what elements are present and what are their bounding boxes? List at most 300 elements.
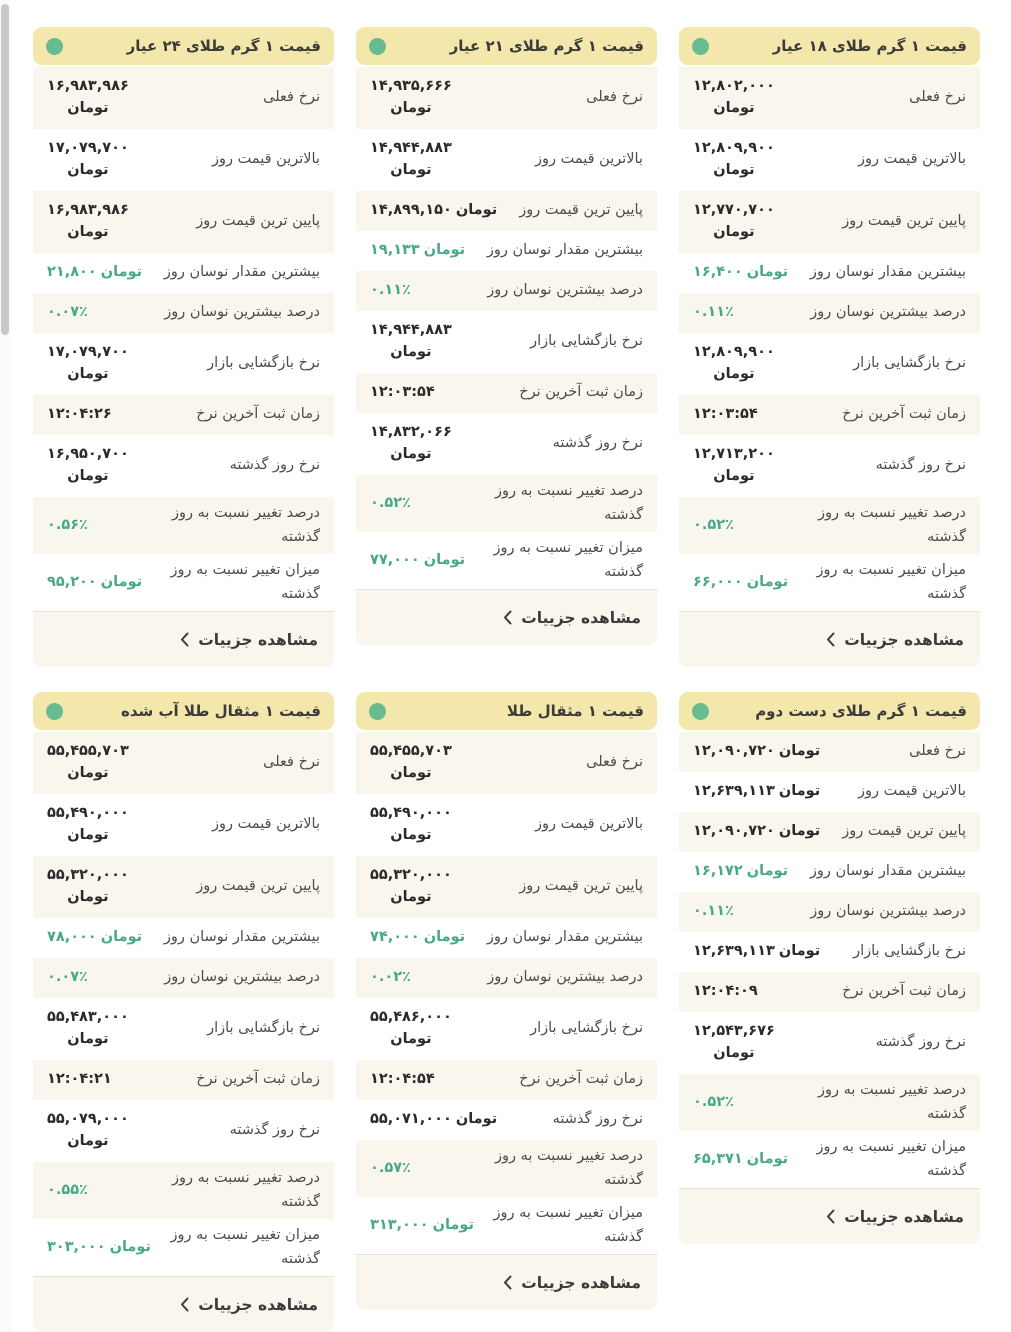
row-label: پایین ترین قیمت روز bbox=[842, 823, 966, 840]
row-value bbox=[693, 821, 820, 843]
row-value bbox=[370, 138, 452, 182]
row-label: زمان ثبت آخرین نرخ bbox=[519, 384, 643, 401]
row-value-unit: تومان bbox=[423, 929, 466, 946]
price-row bbox=[33, 1060, 334, 1100]
row-value bbox=[693, 200, 775, 244]
row-label: نرخ روز گذشته bbox=[875, 457, 966, 474]
row-value-number: ۲۱,۸۰۰ bbox=[47, 264, 97, 281]
row-value bbox=[47, 1007, 129, 1051]
row-value-number: ۱۲,۵۴۳,۶۷۶ bbox=[693, 1023, 775, 1040]
row-value-unit: تومان bbox=[67, 827, 109, 843]
row-value-number: ۵۵,۴۹۰,۰۰۰ bbox=[370, 805, 452, 822]
row-value bbox=[47, 1109, 129, 1153]
row-value bbox=[693, 1021, 775, 1065]
price-row bbox=[33, 958, 334, 998]
row-value-number: ۰.۵۲٪ bbox=[693, 1093, 734, 1110]
row-value-unit: تومان bbox=[713, 100, 755, 116]
row-value-unit: تومان bbox=[100, 573, 143, 590]
chevron-left-icon bbox=[826, 632, 835, 647]
row-label: میزان تغییر نسبت به روز گذشته bbox=[170, 1227, 320, 1267]
row-label: نرخ بازگشایی بازار bbox=[207, 1020, 320, 1037]
price-row bbox=[679, 554, 980, 611]
row-value-unit: تومان bbox=[390, 344, 432, 360]
live-status-dot-icon bbox=[692, 38, 709, 55]
row-value-number: ۶۵,۳۷۱ bbox=[693, 1150, 743, 1167]
price-row bbox=[356, 532, 657, 589]
row-value bbox=[47, 803, 129, 847]
price-row bbox=[33, 395, 334, 435]
row-value bbox=[370, 76, 452, 120]
view-details-link[interactable] bbox=[679, 1188, 980, 1244]
row-value-number: ۵۵,۳۲۰,۰۰۰ bbox=[47, 867, 129, 884]
row-value-number: ۱۲,۷۱۳,۲۰۰ bbox=[693, 446, 775, 463]
row-value-unit: تومان bbox=[67, 468, 109, 484]
row-value bbox=[693, 76, 775, 120]
row-value bbox=[47, 138, 129, 182]
live-status-dot-icon bbox=[46, 703, 63, 720]
chevron-left-icon bbox=[503, 610, 512, 625]
row-label: درصد تغییر نسبت به روز گذشته bbox=[494, 483, 643, 523]
row-value-unit: تومان bbox=[713, 224, 755, 240]
row-value bbox=[693, 444, 775, 488]
price-card bbox=[33, 692, 334, 1332]
row-value bbox=[47, 1180, 92, 1202]
row-value-number: ۰.۱۱٪ bbox=[693, 304, 734, 321]
card-title: قیمت ۱ گرم طلای دست دوم bbox=[755, 702, 967, 720]
price-row bbox=[356, 1140, 657, 1197]
row-value bbox=[693, 741, 820, 763]
row-label: میزان تغییر نسبت به روز گذشته bbox=[493, 540, 643, 580]
row-value bbox=[370, 200, 497, 222]
price-row bbox=[356, 794, 657, 856]
price-row bbox=[33, 998, 334, 1060]
row-value-unit: تومان bbox=[713, 1045, 755, 1061]
price-row bbox=[356, 67, 657, 129]
row-value-number: ۱۲,۷۷۰,۷۰۰ bbox=[693, 202, 775, 219]
row-value-number: ۰.۰۲٪ bbox=[370, 969, 411, 986]
row-value-number: ۱۶,۹۸۳,۹۸۶ bbox=[47, 78, 129, 95]
row-value bbox=[693, 861, 788, 883]
row-value bbox=[693, 901, 738, 923]
row-value bbox=[370, 1109, 497, 1131]
price-row bbox=[679, 1012, 980, 1074]
row-value-unit: تومان bbox=[100, 929, 143, 946]
row-label: درصد تغییر نسبت به روز گذشته bbox=[817, 1082, 966, 1122]
row-value bbox=[693, 262, 788, 284]
row-label: نرخ فعلی bbox=[586, 89, 643, 106]
row-value-number: ۹۵,۲۰۰ bbox=[47, 573, 97, 590]
row-value-number: ۱۲,۸۰۲,۰۰۰ bbox=[693, 78, 775, 95]
row-label: درصد بیشترین نوسان روز bbox=[164, 969, 320, 986]
price-row bbox=[33, 554, 334, 611]
row-value-unit: تومان bbox=[713, 162, 755, 178]
price-row bbox=[33, 1219, 334, 1276]
row-label: نرخ فعلی bbox=[263, 89, 320, 106]
row-value-unit: تومان bbox=[100, 264, 143, 281]
view-details-link[interactable] bbox=[356, 589, 657, 645]
row-label: نرخ روز گذشته bbox=[229, 1122, 320, 1139]
price-row bbox=[356, 191, 657, 231]
row-value-unit: تومان bbox=[778, 943, 821, 960]
price-row bbox=[33, 129, 334, 191]
row-value bbox=[47, 741, 129, 785]
card-title: قیمت ۱ گرم طلای ۲۱ عیار bbox=[449, 37, 644, 55]
price-card bbox=[356, 692, 657, 1332]
row-value-number: ۱۶,۹۵۰,۷۰۰ bbox=[47, 446, 129, 463]
live-status-dot-icon bbox=[369, 38, 386, 55]
row-label: نرخ روز گذشته bbox=[552, 1111, 643, 1128]
row-value-number: ۱۲:۰۴:۲۶ bbox=[47, 406, 112, 423]
row-value-number: ۳۱۳,۰۰۰ bbox=[370, 1216, 429, 1233]
price-row bbox=[356, 1060, 657, 1100]
row-value-number: ۱۴,۹۴۴,۸۸۳ bbox=[370, 322, 452, 339]
row-value-unit: تومان bbox=[455, 1111, 498, 1128]
view-details-link[interactable] bbox=[356, 1254, 657, 1310]
row-label: بیشترین مقدار نوسان روز bbox=[809, 863, 966, 880]
row-label: درصد تغییر نسبت به روز گذشته bbox=[171, 505, 320, 545]
card-title: قیمت ۱ مثقال طلا آب شده bbox=[120, 702, 321, 720]
row-value bbox=[47, 865, 129, 909]
row-value-number: ۰.۰۷٪ bbox=[47, 304, 88, 321]
price-row bbox=[33, 1162, 334, 1219]
row-value bbox=[47, 1237, 151, 1259]
row-value bbox=[370, 493, 415, 515]
row-value-unit: تومان bbox=[746, 863, 789, 880]
row-value-unit: تومان bbox=[390, 1031, 432, 1047]
row-value-number: ۱۲:۰۴:۵۴ bbox=[370, 1071, 435, 1088]
row-value-number: ۰.۵۵٪ bbox=[47, 1181, 88, 1198]
row-value-unit: تومان bbox=[67, 366, 109, 382]
row-value bbox=[47, 444, 129, 488]
view-details-link[interactable] bbox=[33, 1276, 334, 1332]
price-row bbox=[679, 497, 980, 554]
row-value-unit: تومان bbox=[746, 573, 789, 590]
row-value-unit: تومان bbox=[713, 366, 755, 382]
row-value-number: ۷۸,۰۰۰ bbox=[47, 929, 97, 946]
row-value-unit: تومان bbox=[109, 1238, 151, 1255]
row-value bbox=[693, 302, 738, 324]
row-value bbox=[693, 515, 738, 537]
view-details-link[interactable] bbox=[33, 611, 334, 667]
row-value-number: ۰.۵۶٪ bbox=[47, 516, 88, 533]
row-label: پایین ترین قیمت روز bbox=[519, 202, 643, 219]
price-row bbox=[33, 1100, 334, 1162]
price-row bbox=[33, 918, 334, 958]
row-label: درصد بیشترین نوسان روز bbox=[164, 304, 320, 321]
row-label: بالاترین قیمت روز bbox=[858, 783, 966, 800]
row-value-number: ۱۷,۰۷۹,۷۰۰ bbox=[47, 140, 129, 157]
view-details-link[interactable] bbox=[679, 611, 980, 667]
row-value-unit: تومان bbox=[746, 264, 789, 281]
row-value bbox=[370, 280, 415, 302]
live-status-dot-icon bbox=[369, 703, 386, 720]
row-value bbox=[693, 981, 762, 1003]
row-label: نرخ بازگشایی بازار bbox=[853, 943, 966, 960]
view-details-label: مشاهده جزییات bbox=[198, 1295, 318, 1314]
row-value-unit: تومان bbox=[390, 827, 432, 843]
row-value-number: ۵۵,۳۲۰,۰۰۰ bbox=[370, 867, 452, 884]
row-value-unit: تومان bbox=[390, 100, 432, 116]
row-value-number: ۱۲,۶۳۹,۱۱۳ bbox=[693, 943, 775, 960]
view-details-label: مشاهده جزییات bbox=[844, 1207, 964, 1226]
row-value bbox=[693, 781, 820, 803]
row-value-number: ۵۵,۴۵۵,۷۰۳ bbox=[370, 743, 452, 760]
row-label: نرخ فعلی bbox=[909, 89, 966, 106]
card-rows bbox=[356, 67, 657, 589]
price-row bbox=[33, 293, 334, 333]
row-value-number: ۱۹,۱۳۳ bbox=[370, 242, 420, 259]
scrollbar-thumb[interactable] bbox=[1, 4, 9, 335]
price-row bbox=[679, 253, 980, 293]
row-value bbox=[47, 302, 92, 324]
row-value-unit: تومان bbox=[67, 765, 109, 781]
row-value bbox=[693, 572, 788, 594]
row-label: نرخ روز گذشته bbox=[552, 435, 643, 452]
card-rows bbox=[33, 67, 334, 611]
row-value bbox=[370, 1069, 439, 1091]
price-card bbox=[33, 27, 334, 667]
row-label: میزان تغییر نسبت به روز گذشته bbox=[816, 1139, 966, 1179]
row-label: زمان ثبت آخرین نرخ bbox=[842, 406, 966, 423]
row-value-number: ۵۵,۴۹۰,۰۰۰ bbox=[47, 805, 129, 822]
row-value-number: ۱۲:۰۳:۵۴ bbox=[370, 384, 435, 401]
price-row bbox=[356, 271, 657, 311]
price-card bbox=[356, 27, 657, 667]
row-value-unit: تومان bbox=[432, 1216, 474, 1233]
row-value bbox=[370, 865, 452, 909]
row-value bbox=[370, 927, 465, 949]
view-details-label: مشاهده جزییات bbox=[844, 630, 964, 649]
row-value-unit: تومان bbox=[67, 100, 109, 116]
row-value bbox=[693, 941, 820, 963]
row-label: بالاترین قیمت روز bbox=[858, 151, 966, 168]
row-value bbox=[370, 382, 439, 404]
row-value-unit: تومان bbox=[390, 162, 432, 178]
row-label: درصد تغییر نسبت به روز گذشته bbox=[494, 1148, 643, 1188]
row-label: نرخ فعلی bbox=[909, 743, 966, 760]
row-value bbox=[370, 1158, 415, 1180]
row-value bbox=[370, 422, 452, 466]
price-row bbox=[356, 732, 657, 794]
row-value-number: ۱۲:۰۴:۰۹ bbox=[693, 983, 758, 1000]
row-value-unit: تومان bbox=[713, 468, 755, 484]
row-value bbox=[47, 404, 116, 426]
view-details-label: مشاهده جزییات bbox=[521, 608, 641, 627]
row-value-unit: تومان bbox=[778, 783, 821, 800]
price-row bbox=[33, 191, 334, 253]
price-row bbox=[679, 932, 980, 972]
price-card bbox=[679, 692, 980, 1332]
row-value-number: ۳۰۳,۰۰۰ bbox=[47, 1238, 106, 1255]
row-value-number: ۱۷,۰۷۹,۷۰۰ bbox=[47, 344, 129, 361]
row-value-number: ۱۲,۸۰۹,۹۰۰ bbox=[693, 140, 775, 157]
row-label: بالاترین قیمت روز bbox=[535, 151, 643, 168]
price-row bbox=[356, 998, 657, 1060]
price-row bbox=[356, 231, 657, 271]
price-row bbox=[679, 191, 980, 253]
row-value bbox=[693, 404, 762, 426]
card-rows bbox=[33, 732, 334, 1276]
row-value-number: ۱۲,۰۹۰,۷۲۰ bbox=[693, 743, 775, 760]
price-row bbox=[33, 732, 334, 794]
row-label: زمان ثبت آخرین نرخ bbox=[196, 406, 320, 423]
row-label: نرخ بازگشایی بازار bbox=[853, 355, 966, 372]
card-title: قیمت ۱ گرم طلای ۱۸ عیار bbox=[772, 37, 967, 55]
row-label: نرخ فعلی bbox=[263, 754, 320, 771]
row-value-number: ۱۴,۹۳۵,۶۶۶ bbox=[370, 78, 452, 95]
view-details-label: مشاهده جزییات bbox=[521, 1273, 641, 1292]
row-value-unit: تومان bbox=[778, 823, 821, 840]
row-value bbox=[370, 1007, 452, 1051]
row-value bbox=[370, 320, 452, 364]
row-value-number: ۱۶,۴۰۰ bbox=[693, 264, 743, 281]
price-row bbox=[679, 395, 980, 435]
row-value-number: ۷۴,۰۰۰ bbox=[370, 929, 420, 946]
price-row bbox=[356, 918, 657, 958]
price-row bbox=[679, 852, 980, 892]
row-value-number: ۵۵,۴۸۶,۰۰۰ bbox=[370, 1009, 452, 1026]
row-label: درصد بیشترین نوسان روز bbox=[810, 903, 966, 920]
card-rows bbox=[679, 732, 980, 1188]
price-row bbox=[33, 435, 334, 497]
card-header bbox=[679, 692, 980, 730]
row-value-unit: تومان bbox=[67, 162, 109, 178]
row-value-number: ۰.۱۱٪ bbox=[693, 903, 734, 920]
row-value-number: ۱۴,۸۳۲,۰۶۶ bbox=[370, 424, 452, 441]
row-value bbox=[370, 550, 465, 572]
row-label: پایین ترین قیمت روز bbox=[196, 878, 320, 895]
row-label: بیشترین مقدار نوسان روز bbox=[163, 264, 320, 281]
row-value-unit: تومان bbox=[455, 202, 498, 219]
price-row bbox=[33, 794, 334, 856]
row-label: نرخ فعلی bbox=[586, 754, 643, 771]
row-value-number: ۰.۱۱٪ bbox=[370, 282, 411, 299]
row-value-unit: تومان bbox=[778, 743, 821, 760]
row-label: بالاترین قیمت روز bbox=[535, 816, 643, 833]
row-label: نرخ بازگشایی بازار bbox=[530, 333, 643, 350]
price-row bbox=[679, 1131, 980, 1188]
card-header bbox=[33, 27, 334, 65]
row-value-number: ۷۷,۰۰۰ bbox=[370, 551, 420, 568]
card-header bbox=[679, 27, 980, 65]
row-label: نرخ بازگشایی بازار bbox=[207, 355, 320, 372]
price-row bbox=[679, 67, 980, 129]
view-details-label: مشاهده جزییات bbox=[198, 630, 318, 649]
row-value-unit: تومان bbox=[67, 889, 109, 905]
price-row bbox=[679, 293, 980, 333]
chevron-left-icon bbox=[180, 1297, 189, 1312]
row-label: بالاترین قیمت روز bbox=[212, 816, 320, 833]
price-row bbox=[356, 373, 657, 413]
row-value bbox=[370, 240, 465, 262]
price-row bbox=[33, 856, 334, 918]
row-value-unit: تومان bbox=[390, 889, 432, 905]
row-label: پایین ترین قیمت روز bbox=[842, 213, 966, 230]
live-status-dot-icon bbox=[46, 38, 63, 55]
row-value-unit: تومان bbox=[67, 1133, 109, 1149]
price-card bbox=[679, 27, 980, 667]
row-label: نرخ روز گذشته bbox=[875, 1034, 966, 1051]
price-row bbox=[356, 475, 657, 532]
row-value-unit: تومان bbox=[746, 1150, 789, 1167]
row-label: نرخ بازگشایی بازار bbox=[530, 1020, 643, 1037]
price-row bbox=[356, 1100, 657, 1140]
price-row bbox=[679, 129, 980, 191]
price-row bbox=[679, 333, 980, 395]
chevron-left-icon bbox=[180, 632, 189, 647]
row-label: بیشترین مقدار نوسان روز bbox=[163, 929, 320, 946]
row-label: درصد بیشترین نوسان روز bbox=[810, 304, 966, 321]
card-rows bbox=[356, 732, 657, 1254]
row-value bbox=[370, 1215, 474, 1237]
row-value bbox=[693, 1092, 738, 1114]
row-value-number: ۵۵,۰۷۹,۰۰۰ bbox=[47, 1111, 129, 1128]
row-label: میزان تغییر نسبت به روز گذشته bbox=[170, 562, 320, 602]
row-label: نرخ روز گذشته bbox=[229, 457, 320, 474]
row-value-number: ۱۲:۰۴:۲۱ bbox=[47, 1071, 112, 1088]
row-value-number: ۵۵,۰۷۱,۰۰۰ bbox=[370, 1111, 452, 1128]
row-value bbox=[47, 1069, 116, 1091]
row-value-unit: تومان bbox=[390, 446, 432, 462]
row-label: درصد تغییر نسبت به روز گذشته bbox=[817, 505, 966, 545]
row-value-number: ۰.۵۲٪ bbox=[370, 494, 411, 511]
row-value-number: ۱۶,۹۸۳,۹۸۶ bbox=[47, 202, 129, 219]
row-value bbox=[47, 200, 129, 244]
chevron-left-icon bbox=[503, 1275, 512, 1290]
row-value-unit: تومان bbox=[67, 224, 109, 240]
price-row bbox=[356, 129, 657, 191]
row-value-number: ۰.۰۷٪ bbox=[47, 969, 88, 986]
row-label: پایین ترین قیمت روز bbox=[519, 878, 643, 895]
row-value-unit: تومان bbox=[390, 765, 432, 781]
row-value-number: ۰.۵۷٪ bbox=[370, 1159, 411, 1176]
row-value-number: ۶۶,۰۰۰ bbox=[693, 573, 743, 590]
row-value-number: ۱۴,۸۹۹,۱۵۰ bbox=[370, 202, 452, 219]
row-value-unit: تومان bbox=[423, 242, 466, 259]
row-value bbox=[370, 967, 415, 989]
row-value-number: ۰.۵۲٪ bbox=[693, 516, 734, 533]
row-label: زمان ثبت آخرین نرخ bbox=[519, 1071, 643, 1088]
price-row bbox=[356, 311, 657, 373]
row-label: بیشترین مقدار نوسان روز bbox=[486, 242, 643, 259]
row-value-unit: تومان bbox=[67, 1031, 109, 1047]
row-value-number: ۱۴,۹۴۴,۸۸۳ bbox=[370, 140, 452, 157]
card-header bbox=[356, 692, 657, 730]
price-row bbox=[679, 892, 980, 932]
price-row bbox=[356, 1197, 657, 1254]
row-label: درصد بیشترین نوسان روز bbox=[487, 282, 643, 299]
row-value-number: ۱۶,۱۷۲ bbox=[693, 863, 743, 880]
row-value bbox=[47, 515, 92, 537]
row-label: میزان تغییر نسبت به روز گذشته bbox=[493, 1205, 643, 1245]
row-value-unit: تومان bbox=[423, 551, 466, 568]
chevron-left-icon bbox=[826, 1209, 835, 1224]
row-value bbox=[47, 927, 142, 949]
row-label: بیشترین مقدار نوسان روز bbox=[486, 929, 643, 946]
card-title: قیمت ۱ مثقال طلا bbox=[506, 702, 644, 720]
row-value bbox=[370, 803, 452, 847]
price-row bbox=[356, 958, 657, 998]
row-value bbox=[693, 1149, 788, 1171]
row-value-number: ۱۲,۶۳۹,۱۱۳ bbox=[693, 783, 775, 800]
price-row bbox=[679, 435, 980, 497]
card-header bbox=[356, 27, 657, 65]
price-row bbox=[679, 772, 980, 812]
row-label: میزان تغییر نسبت به روز گذشته bbox=[816, 562, 966, 602]
row-label: بیشترین مقدار نوسان روز bbox=[809, 264, 966, 281]
price-row bbox=[679, 812, 980, 852]
row-label: بالاترین قیمت روز bbox=[212, 151, 320, 168]
